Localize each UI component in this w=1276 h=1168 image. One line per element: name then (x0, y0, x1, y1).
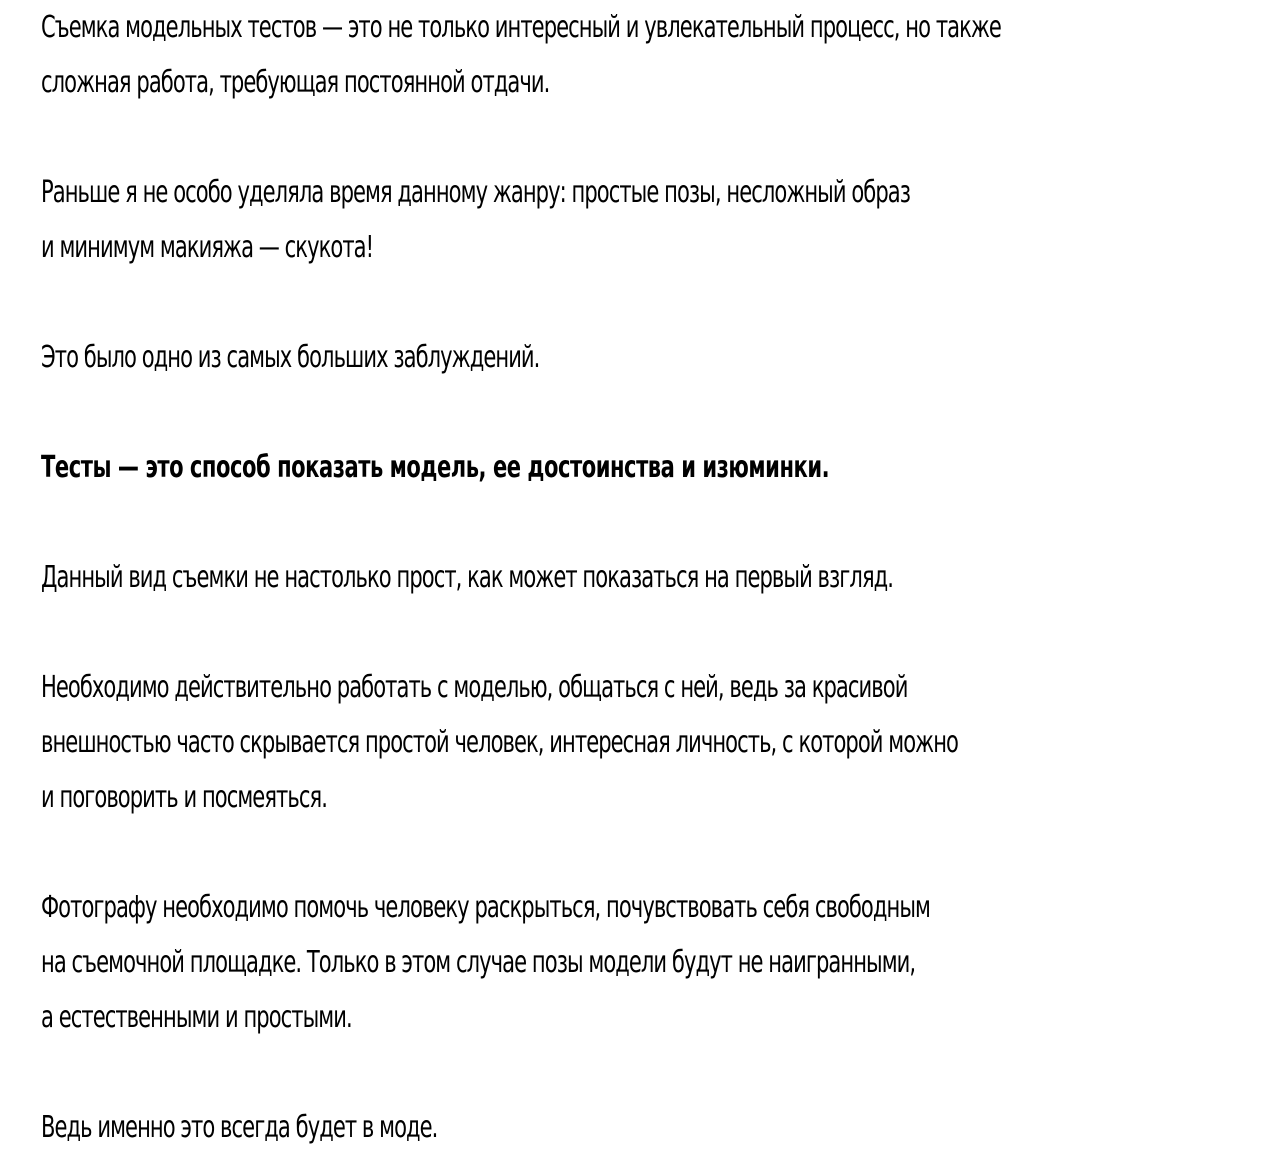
article-body (41, 0, 1004, 1155)
paragraph-not-simple: Данный вид съемки не настолько прост, как может показаться на первый взгляд. (41, 560, 894, 595)
paragraph-photographer: Фотографу необходимо помочь человеку раскрыться, почувствовать себя свободным на съемочной площадке. Только в этом случае позы модели будут не наигранными, а естественными и простыми. (41, 890, 930, 1035)
paragraph-intro: Съемка модельных тестов — это не только интересный и увлекательный процесс, но также сложная работа, требующая постоянной отдачи. (41, 10, 1001, 100)
paragraph-work-with-model: Необходимо действительно работать с моделью, общаться с ней, ведь за красивой внешностью часто скрывается простой человек, интересная личность, с которой можно и поговорить и посмеяться. (41, 670, 958, 815)
paragraph-highlight: Тесты — это способ показать модель, ее достоинства и изюминки. (41, 450, 830, 485)
paragraph-misconception: Это было одно из самых больших заблуждений. (41, 340, 540, 375)
article-text-column (41, 0, 1276, 1155)
paragraph-conclusion: Ведь именно это всегда будет в моде. (41, 1110, 438, 1145)
paragraph-before: Раньше я не особо уделяла время данному жанру: простые позы, несложный образ и минимум макияжа — скукота! (41, 175, 911, 265)
